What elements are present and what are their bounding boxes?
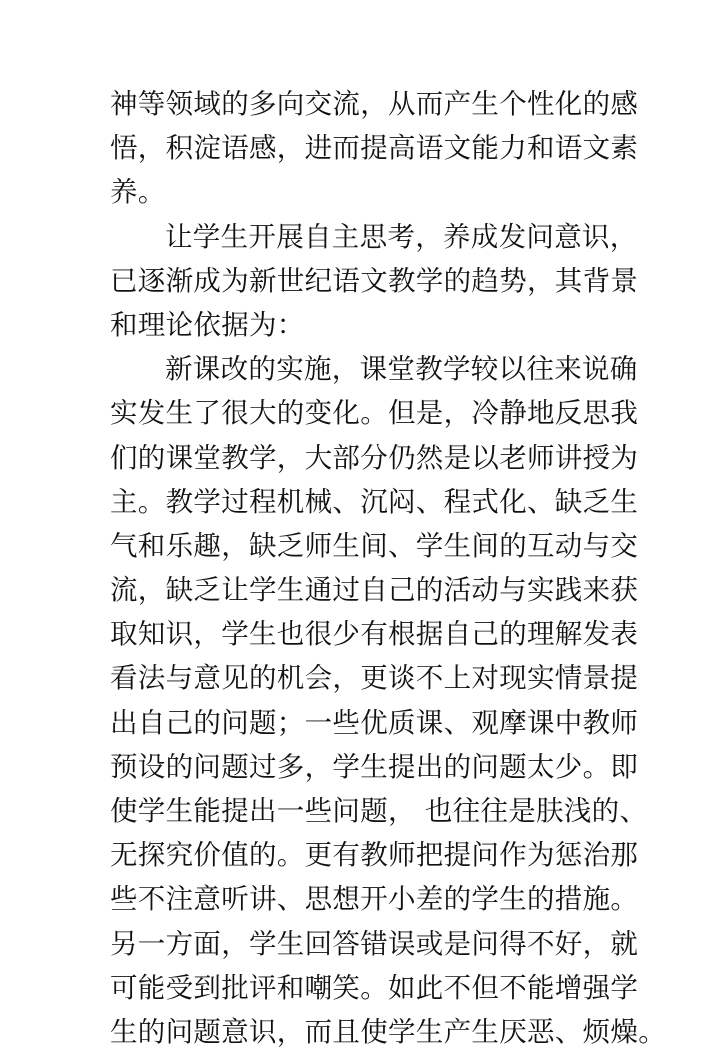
text-line: 主。教学过程机械、沉闷、程式化、缺乏生 — [110, 485, 639, 518]
text-line: 些不注意听讲、思想开小差的学生的措施。 — [110, 883, 639, 916]
text-line: 出自己的问题；一些优质课、观摩课中教师 — [110, 706, 639, 739]
text-line: 养。 — [110, 176, 166, 209]
body-text — [110, 82, 666, 1054]
text-line: 看法与意见的机会，更谈不上对现实情景提 — [110, 662, 639, 695]
text-line: 已逐渐成为新世纪语文教学的趋势，其背景 — [110, 264, 639, 297]
paragraph-first-line: 让学生开展自主思考，养成发问意识， — [165, 220, 638, 253]
text-line: 流，缺乏让学生通过自己的活动与实践来获 — [110, 574, 639, 607]
text-line: 悟，积淀语感，进而提高语文能力和语文素 — [110, 132, 639, 165]
text-line: 和理论依据为： — [110, 308, 305, 341]
text-line: 生的问题意识，而且使学生产生厌恶、烦燥。 — [110, 1015, 666, 1048]
text-line: 气和乐趣，缺乏师生间、学生间的互动与交 — [110, 529, 639, 562]
text-line: 可能受到批评和嘲笑。如此不但不能增强学 — [110, 971, 639, 1004]
paragraph-first-line: 新课改的实施，课堂教学较以往来说确 — [165, 353, 638, 386]
text-line: 们的课堂教学，大部分仍然是以老师讲授为 — [110, 441, 639, 474]
text-line: 无探究价值的。更有教师把提问作为惩治那 — [110, 839, 639, 872]
text-line: 使学生能提出一些问题， 也往往是肤浅的、 — [110, 795, 648, 827]
text-line: 实发生了很大的变化。但是，冷静地反思我 — [110, 397, 639, 430]
text-line: 神等领域的多向交流，从而产生个性化的感 — [110, 88, 639, 120]
text-line: 预设的问题过多，学生提出的问题太少。即 — [110, 750, 639, 783]
text-line: 取知识，学生也很少有根据自己的理解发表 — [110, 618, 639, 651]
text-line: 另一方面，学生回答错误或是问得不好，就 — [110, 927, 639, 960]
